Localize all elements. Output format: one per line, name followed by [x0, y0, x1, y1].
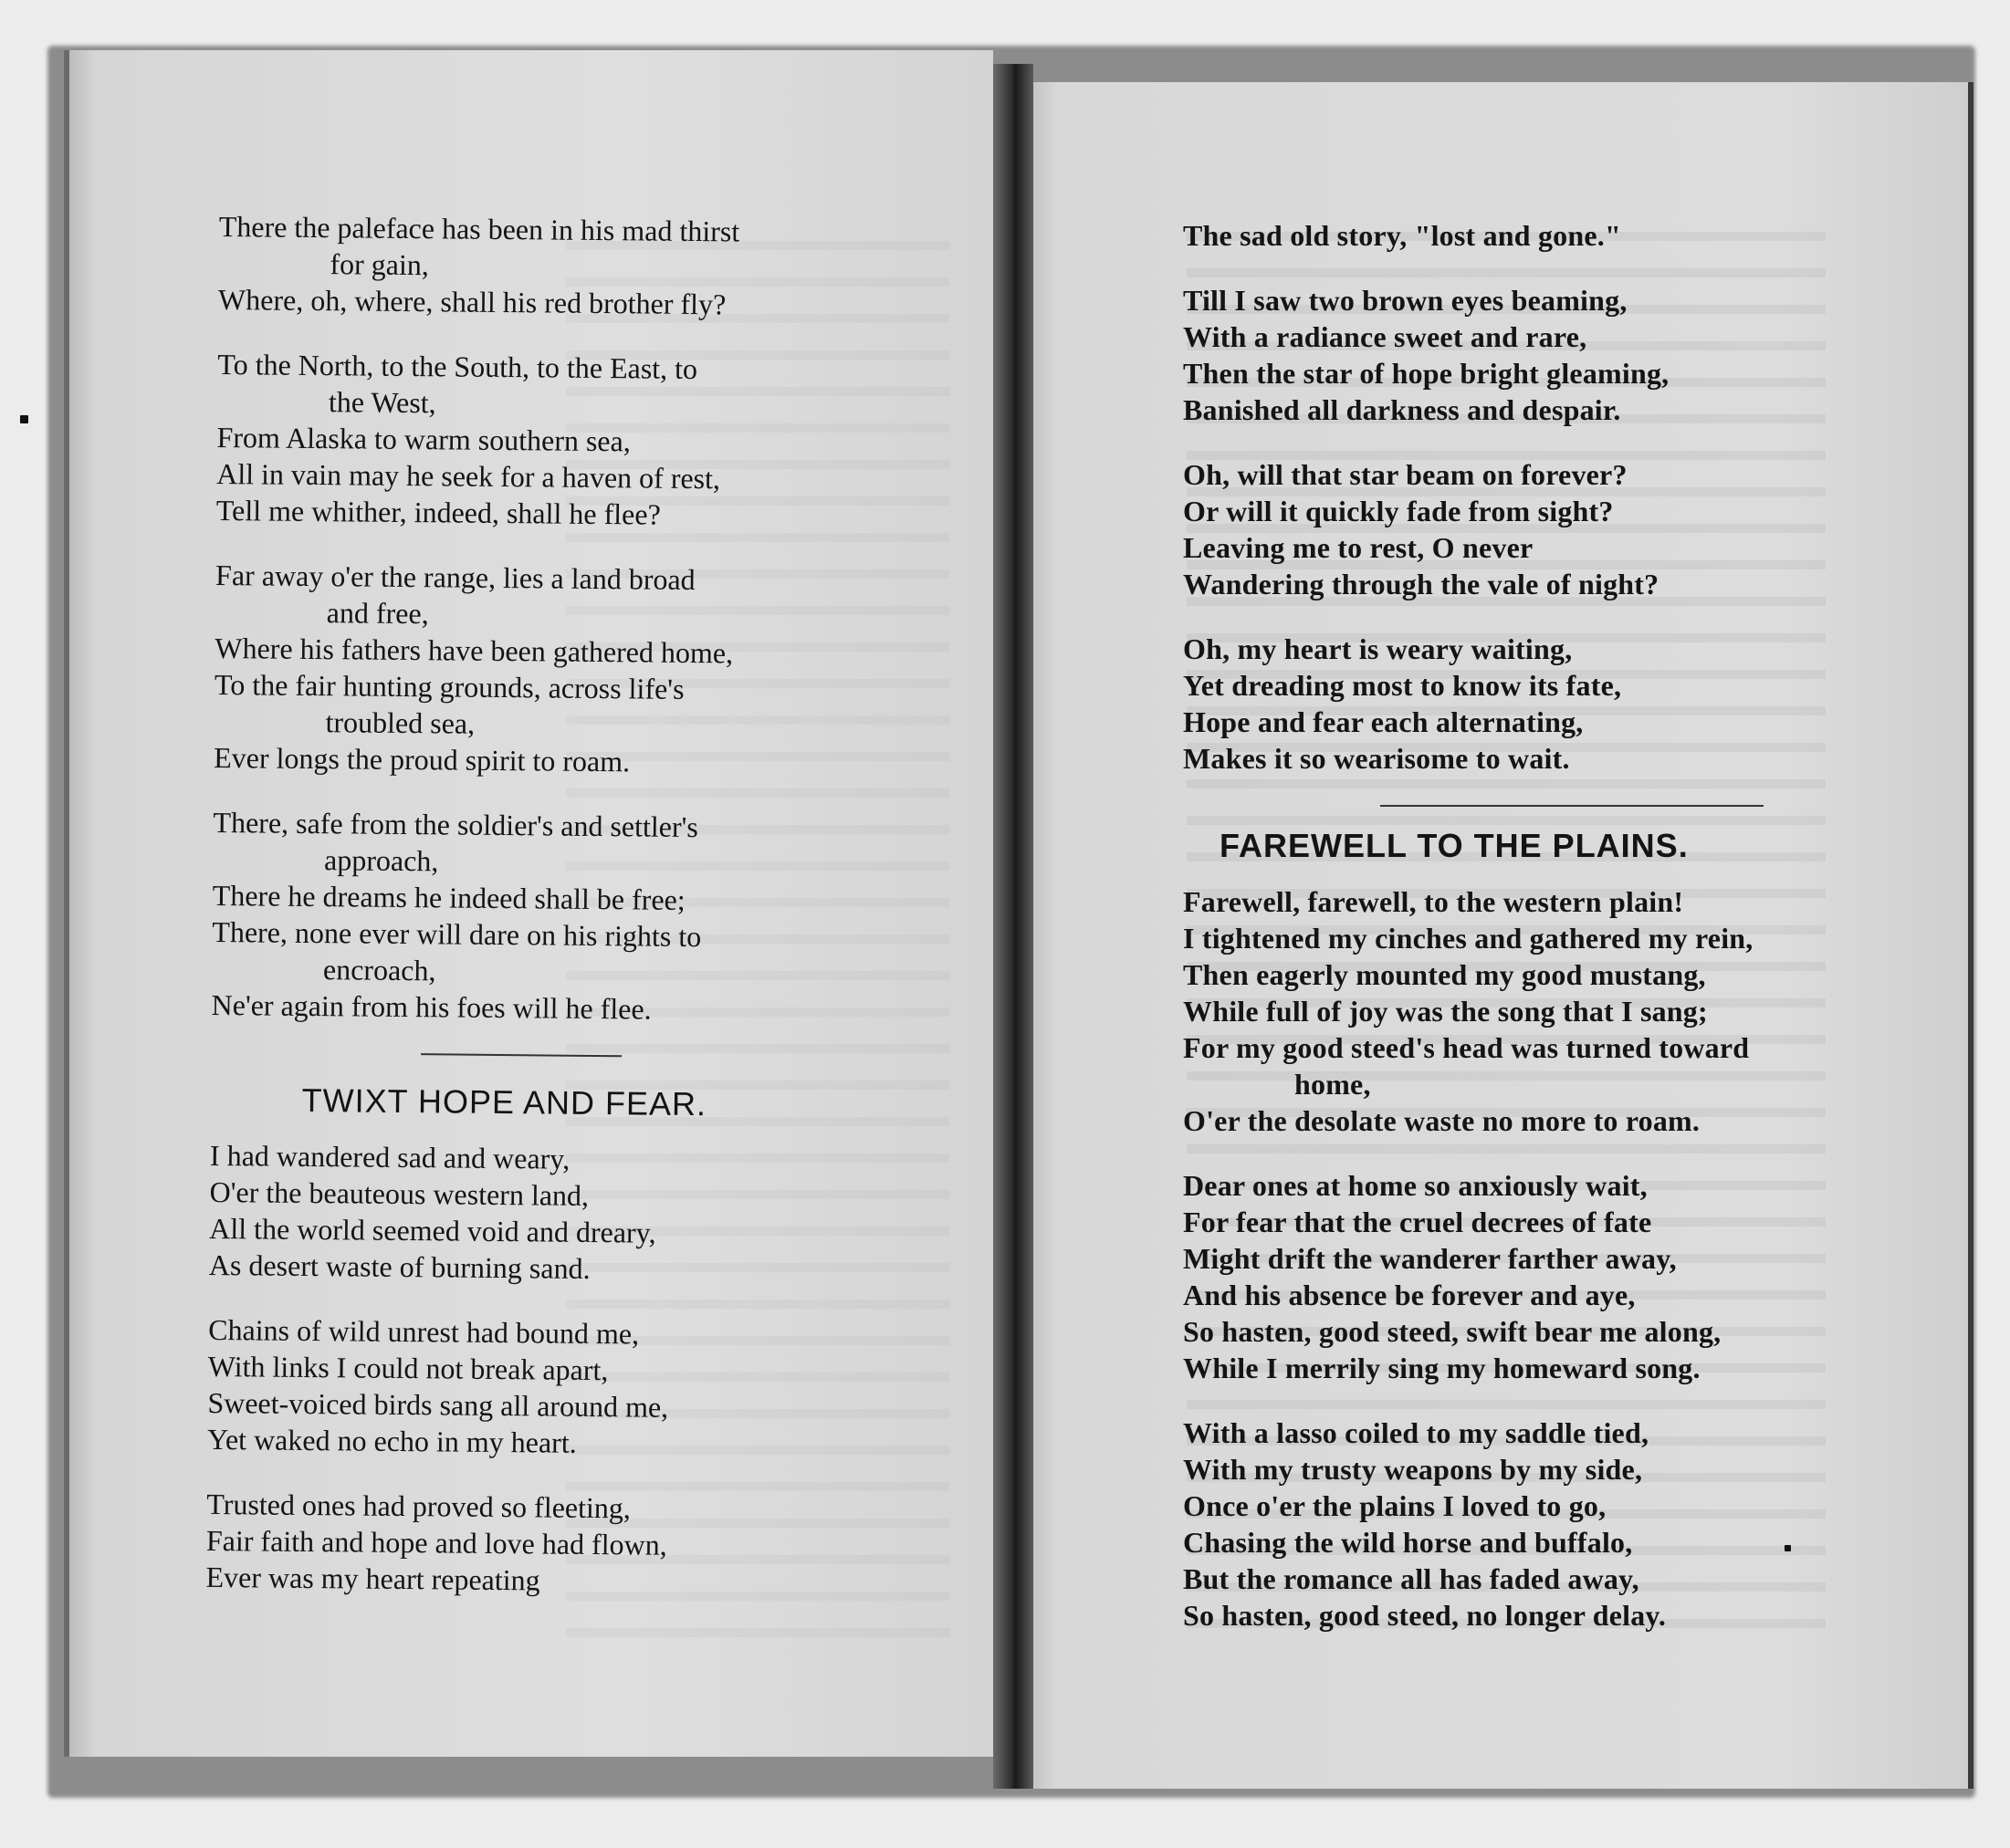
book-gutter [993, 64, 1033, 1789]
poem-line: Leaving me to rest, O never [1183, 531, 1534, 564]
poem-line: I had wandered sad and weary, [209, 1138, 571, 1175]
poem-line: Hope and fear each alternating, [1183, 705, 1584, 738]
poem-line: As desert waste of burning sand. [208, 1248, 591, 1285]
poem-line: There, safe from the soldier's and settler's [213, 805, 699, 844]
poem-line: With a radiance sweet and rare, [1183, 320, 1587, 353]
poem-line: So hasten, good steed, no longer delay. [1183, 1599, 1667, 1632]
poem-line: and free, [326, 596, 429, 631]
poem-line: The sad old story, "lost and gone." [1183, 219, 1621, 252]
poem-line: Chains of wild unrest had bound me, [208, 1312, 640, 1351]
stanza [211, 804, 906, 1029]
poem-line: There the paleface has been in his mad thirst [218, 209, 740, 248]
poem-line: Dear ones at home so anxiously wait, [1183, 1169, 1648, 1202]
poem-twixt-hope-and-fear [205, 1137, 904, 1602]
stanza [205, 1486, 900, 1602]
poem-line: Wandering through the vale of night? [1183, 568, 1659, 600]
margin-speck [20, 415, 28, 423]
poem-line: With a lasso coiled to my saddle tied, [1183, 1416, 1649, 1449]
stanza [1183, 217, 1804, 254]
left-page-text [205, 208, 913, 1630]
poem-title-farewell-to-the-plains: FAREWELL TO THE PLAINS. [1220, 827, 1689, 864]
stanza [1183, 1167, 1804, 1386]
poem-line: For fear that the cruel decrees of fate [1183, 1206, 1652, 1238]
poem-line: Till I saw two brown eyes beaming, [1183, 284, 1628, 317]
poem-line: Chasing the wild horse and buffalo, [1183, 1526, 1633, 1559]
poem-line: Ever was my heart repeating [205, 1560, 540, 1597]
poem-farewell-to-the-plains [1183, 883, 1804, 1634]
poem-line: Oh, will that star beam on forever? [1183, 458, 1628, 491]
stanza [1183, 282, 1804, 428]
poem-line: And his absence be forever and aye, [1183, 1279, 1636, 1311]
poem-line: Ever longs the proud spirit to roam. [214, 740, 631, 778]
poem-line: Farewell, farewell, to the western plain! [1183, 885, 1684, 918]
poem-line: Then the star of hope bright gleaming, [1183, 357, 1670, 390]
stanza [1183, 456, 1804, 602]
poem-line: While I merrily sing my homeward song. [1183, 1352, 1701, 1384]
poem-line: But the romance all has faded away, [1183, 1562, 1639, 1595]
stanza [218, 208, 913, 324]
stanza [216, 346, 912, 535]
poem-line: Trusted ones had proved so fleeting, [206, 1487, 632, 1525]
section-divider [421, 1053, 622, 1057]
poem-line: troubled sea, [325, 705, 476, 740]
poem-line: To the North, to the South, to the East, to [217, 347, 698, 386]
left-poem-continuation [211, 208, 913, 1029]
poem-line: Yet dreading most to know its fate, [1183, 669, 1622, 702]
poem-line: All in vain may he seek for a haven of rest, [216, 456, 721, 496]
poem-line: Makes it so wearisome to wait. [1183, 742, 1570, 775]
poem-line: All the world seemed void and dreary, [209, 1211, 656, 1249]
poem-line: Yet waked no echo in my heart. [206, 1422, 577, 1459]
stanza [209, 1137, 905, 1289]
poem-line: With links I could not break apart, [207, 1349, 609, 1387]
stanza [1183, 1415, 1804, 1634]
poem-line: Where, oh, where, shall his red brother fly? [217, 282, 727, 321]
poem-line: O'er the beauteous western land, [209, 1175, 590, 1212]
poem-line: Tell me whither, indeed, shall he flee? [215, 493, 661, 531]
right-poem-continuation [1183, 217, 1804, 777]
poem-line: for gain, [330, 247, 429, 282]
poem-line: approach, [323, 843, 439, 878]
stanza [1183, 631, 1804, 777]
stanza [214, 557, 909, 782]
poem-line: To the fair hunting grounds, across life's [214, 667, 685, 705]
poem-line: Fair faith and hope and love had flown, [205, 1523, 667, 1561]
poem-line: Where his fathers have been gathered home, [215, 631, 734, 670]
poem-line: While full of joy was the song that I sang; [1183, 995, 1708, 1028]
poem-line: Once o'er the plains I loved to go, [1183, 1489, 1607, 1522]
poem-line: Then eagerly mounted my good mustang, [1183, 958, 1706, 991]
margin-speck [1785, 1545, 1791, 1551]
poem-line: O'er the desolate waste no more to roam. [1183, 1104, 1701, 1137]
poem-line: encroach, [322, 953, 436, 987]
poem-line: Might drift the wanderer farther away, [1183, 1242, 1677, 1275]
section-divider [1380, 805, 1764, 807]
poem-line: Far away o'er the range, lies a land broad [215, 558, 696, 597]
poem-line: Ne'er again from his foes will he flee. [211, 987, 652, 1026]
poem-line: Banished all darkness and despair. [1183, 393, 1621, 426]
poem-line: the West, [328, 385, 436, 420]
poem-line: There, none ever will dare on his rights to [212, 914, 702, 954]
poem-line: From Alaska to warm southern sea, [216, 420, 631, 458]
poem-line: So hasten, good steed, swift bear me along, [1183, 1315, 1722, 1348]
poem-line: For my good steed's head was turned toward [1183, 1031, 1750, 1064]
right-page-text [1183, 217, 1804, 1662]
poem-line: Or will it quickly fade from sight? [1183, 495, 1614, 527]
poem-line: Sweet-voiced birds sang all around me, [207, 1385, 669, 1424]
poem-line: home, [1294, 1068, 1371, 1101]
poem-title-twixt-hope-and-fear: TWIXT HOPE AND FEAR. [301, 1081, 707, 1123]
poem-line: There he dreams he indeed shall be free; [212, 878, 686, 916]
poem-line: With my trusty weapons by my side, [1183, 1453, 1643, 1486]
poem-line: I tightened my cinches and gathered my rein, [1183, 922, 1754, 955]
stanza [207, 1311, 903, 1464]
poem-line: Oh, my heart is weary waiting, [1183, 632, 1573, 665]
stanza [1183, 883, 1804, 1139]
